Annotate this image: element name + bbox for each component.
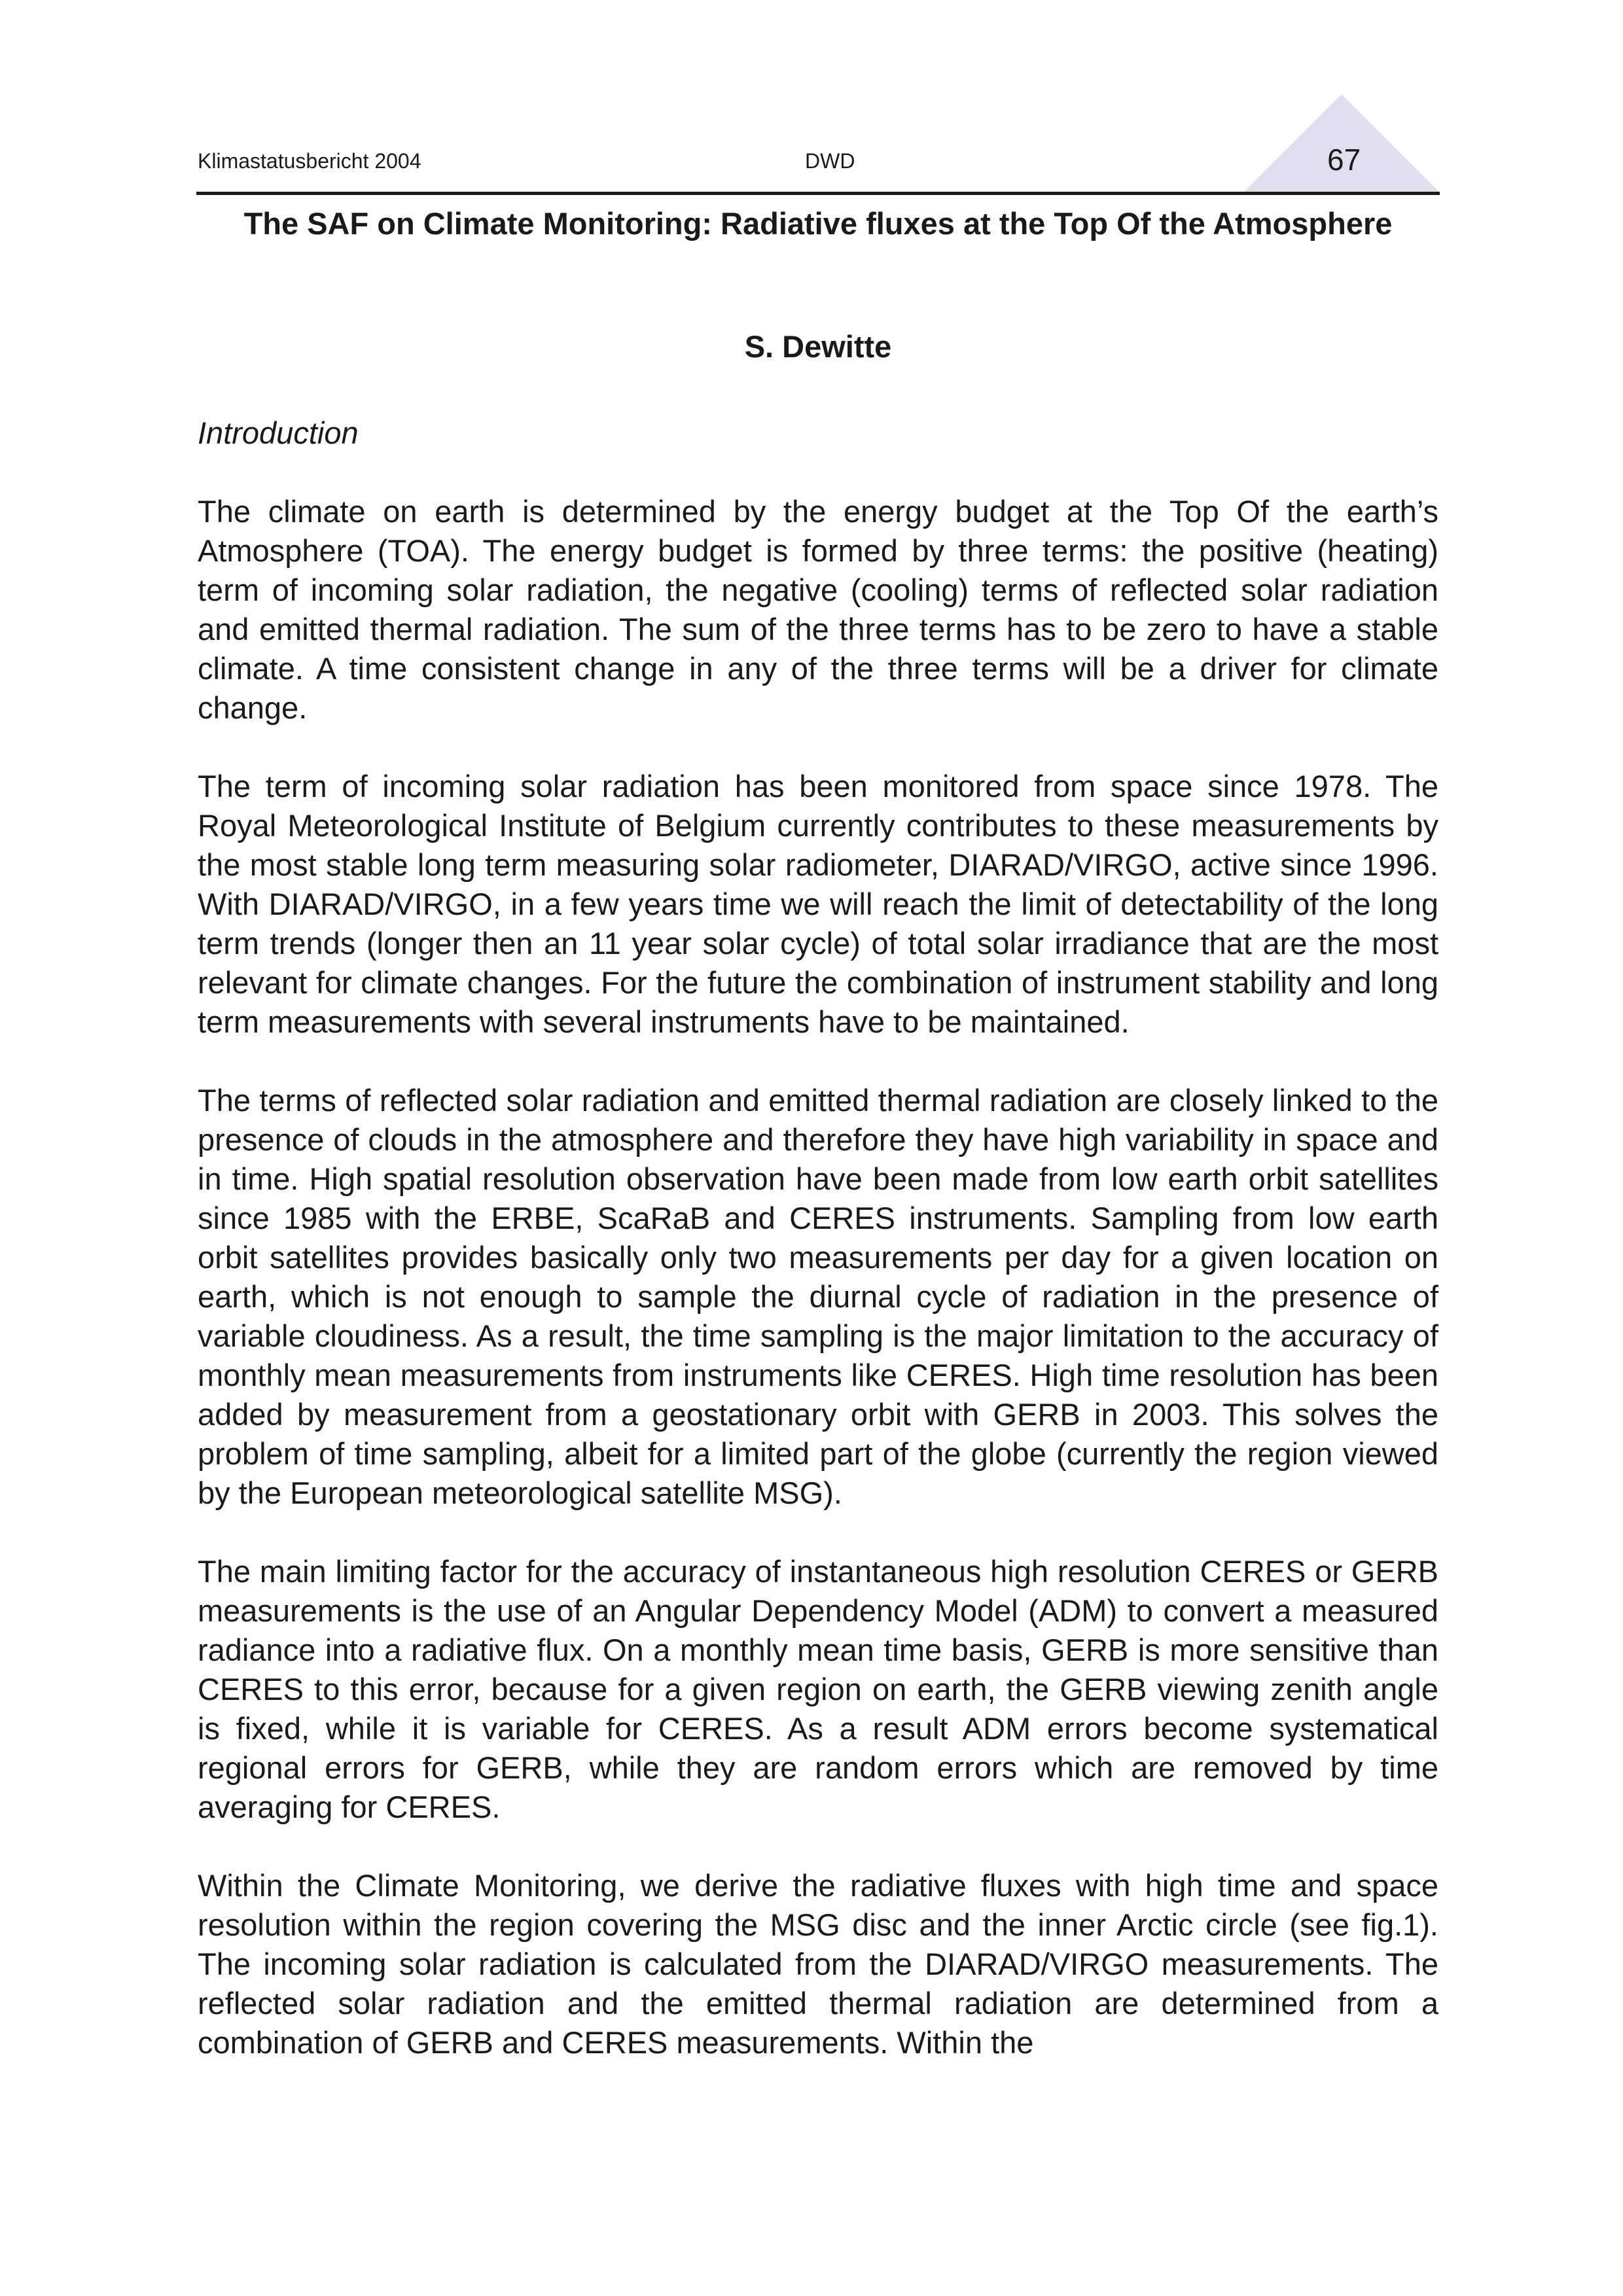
- paragraph: The climate on earth is determined by the energy budget at the Top Of the earth’s Atmosphere (TOA). The energy budget is formed by three terms: the positive (heating) term of incoming solar radiation, the negative (cooling) terms of reflected solar radiation and emitted thermal radiation. The sum of the three terms has to be zero to have a stable climate. A time consistent change in any of the three terms will be a driver for climate change.: [198, 494, 1438, 725]
- article-title: The SAF on Climate Monitoring: Radiative fluxes at the Top Of the Atmosphere: [243, 206, 1393, 241]
- paragraph: The terms of reflected solar radiation and emitted thermal radiation are closely linked to the presence of clouds in the atmosphere and therefore they have high variability in space and in time. High spatial resolution observation have been made from low earth orbit satellites since 1985 with the ERBE, ScaRaB and CERES instruments. Sampling from low earth orbit satellites provides basically only two measurements per day for a given location on earth, which is not enough to sample the diurnal cycle of radiation in the presence of variable cloudiness. As a result, the time sampling is the major limitation to the accuracy of monthly mean measurements from instruments like CERES. High time resolution has been added by measurement from a geostationary orbit with GERB in 2003. This solves the problem of time sampling, albeit for a limited part of the globe (currently the region viewed by the European meteorological satellite MSG).: [198, 1083, 1438, 1510]
- header-rule: [196, 192, 1440, 195]
- section-heading: Introduction: [198, 415, 359, 450]
- paragraph: The term of incoming solar radiation has been monitored from space since 1978. The Royal Meteorological Institute of Belgium currently contributes to these measurements by the most stable long term measuring solar radiometer, DIARAD/VIRGO, active since 1996. With DIARAD/VIRGO, in a few years time we will reach the limit of detectability of the long term trends (longer then an 11 year solar cycle) of total solar irradiance that are the most relevant for climate changes. For the future the combination of instrument stability and long term measurements with several instruments have to be maintained.: [198, 769, 1438, 1039]
- page-header: [196, 85, 1440, 195]
- paragraph: Within the Climate Monitoring, we derive the radiative fluxes with high time and space resolution within the region covering the MSG disc and the inner Arctic circle (see fig.1). The incoming solar radiation is calculated from the DIARAD/VIRGO measurements. The reflected solar radiation and the emitted thermal radiation are determined from a combination of GERB and CERES measurements. Within the: [198, 1868, 1438, 2060]
- page-number: 67: [1327, 143, 1361, 177]
- article-author: S. Dewitte: [744, 329, 892, 364]
- paragraph: The main limiting factor for the accuracy of instantaneous high resolution CERES or GERB measurements is the use of an Angular Dependency Model (ADM) to convert a measured radiance into a radiative flux. On a monthly mean time basis, GERB is more sensitive than CERES to this error, because for a given region on earth, the GERB viewing zenith angle is fixed, while it is variable for CERES. As a result ADM errors become systematical regional errors for GERB, while they are random errors which are removed by time averaging for CERES.: [198, 1554, 1438, 1824]
- header-publisher: DWD: [805, 149, 855, 173]
- article-body: [198, 492, 1438, 2102]
- header-publication-title: Klimastatusbericht 2004: [198, 149, 421, 173]
